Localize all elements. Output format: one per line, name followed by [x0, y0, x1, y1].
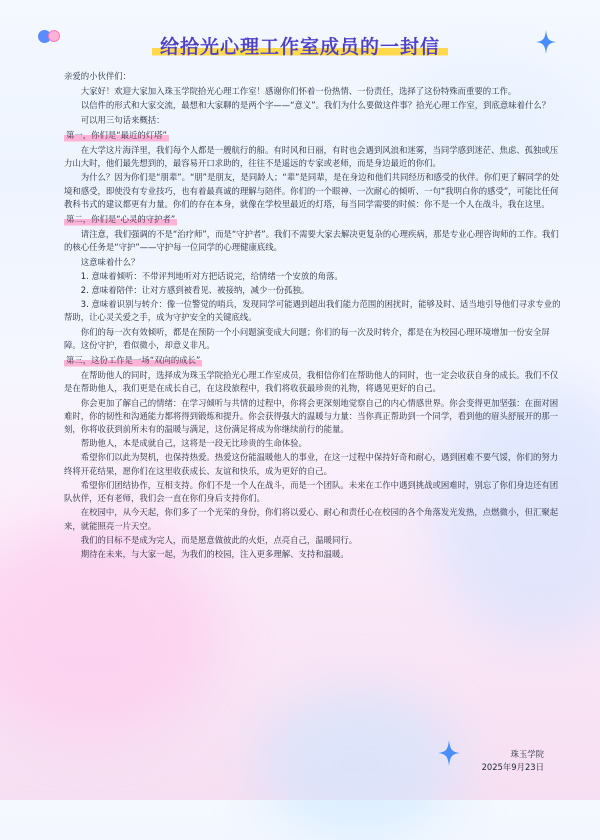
intro-paragraph: 大家好！欢迎大家加入珠玉学院拾光心理工作室！感谢你们怀着一份热情、一份责任，选择了这份特殊而重要的工作。 [80, 86, 517, 97]
section-heading-2: 第二，你们是“心灵的守护者” [64, 213, 177, 226]
section2-paragraph: 请注意，我们强调的不是“治疗师”，而是“守护者”。我们不需要大家去解决更复杂的心理疾病，那是专业心理咨询师的工作。我们的核心任务是“守护”——守护每一位同学的心理健康底线。 [64, 229, 559, 253]
background-blob [260, 690, 460, 840]
letter-body [64, 70, 564, 562]
section3-paragraph: 希望你们团结协作，互相支持。你们不是一个人在战斗，而是一个团队。未来在工作中遇到挑战或困难时，别忘了你们身边还有团队伙伴，还有老师，我们会一直在你们身后支持你们。 [64, 479, 559, 504]
section1-paragraph: 在大学这片海洋里，我们每个人都是一艘航行的船。有时风和日丽，有时也会遇到风浪和迷雾，当同学感到迷茫、焦虑、孤独或压力山大时，他们最先想到的，最容易开口求助的，往往不是遥远的专家或老师，而是身边最近的你们。 [64, 145, 559, 169]
sparkle-icon [438, 740, 460, 766]
section-heading-3: 第三，这份工作是一场“双向的成长” [64, 354, 202, 367]
section2-paragraph: 你们的每一次有效倾听，都是在预防一个小问题演变成大问题；你们的每一次及时转介，都是在为校园心理环境增加一份安全屏障。这份守护，看似微小，却意义非凡。 [64, 326, 550, 350]
section2-list-item: 3. 意味着识别与转介：像一位警觉的哨兵，发现同学可能遇到超出我们能力范围的困扰时，能够及时、适当地引导他们寻求专业的帮助，让心灵关爱之手，成为守护安全的关键底线。 [64, 299, 561, 323]
section3-paragraph: 你会更加了解自己的情绪：在学习倾听与共情的过程中，你将会更深刻地觉察自己的内心情感世界。你会变得更加坚强：在面对困难时，你的韧性和沟通能力都将得到锻炼和提升。你会获得强大的温暖与力量：当你真正帮助到一个同学，看到他的眉头舒展开的那一刻，你将收获到前所未有的温暖与满足，这份满足将成为你继续前行的能量。 [64, 397, 559, 435]
section3-paragraph: 我们的目标不是成为完人，而是愿意做彼此的火炬，点亮自己，温暖同行。 [80, 534, 358, 545]
section3-paragraph: 希望你们以此为契机，也保持热爱。热爱这份能温暖他人的事业，在这一过程中保持好奇和耐心，遇到困难不要气馁，你们的努力终将开花结果，愿你们在这里收获成长、友谊和快乐，成为更好的自己。 [64, 452, 559, 476]
intro-paragraph: 以信件的形式和大家交流，最想和大家聊的是两个字——“意义”。我们为什么要做这件事？拾光心理工作室，到底意味着什么？ [80, 100, 551, 111]
signature-org: 珠玉学院 [510, 749, 544, 759]
section2-list-item: 1. 意味着倾听：不带评判地听对方把话说完，给情绪一个安放的角落。 [80, 270, 343, 281]
section3-paragraph: 帮助他人，本是成就自己，这将是一段无比珍贵的生命体验。 [80, 438, 307, 449]
section3-paragraph: 在校园中，从今天起，你们多了一个光荣的身份，你们将以爱心、耐心和责任心在校园的各个角落发光发热，点燃微小，但汇聚起来，就能照亮一片天空。 [64, 507, 559, 531]
signature [482, 748, 544, 774]
signature-date: 2025年9月23日 [481, 762, 544, 772]
section2-paragraph: 这意味着什么？ [80, 256, 140, 267]
salutation: 亲爱的小伙伴们： [64, 71, 131, 81]
section1-paragraph: 为什么？因为你们是“朋辈”。“朋”是朋友，是同龄人；“辈”是同辈，是在身边和他们共同经历和感受的伙伴。你们更了解同学的处境和感受，即使没有专业技巧，也有着最真诚的理解与陪伴。你们的一个眼神、一次耐心的倾听、一句“我明白你的感受”，可能比任何教科书式的建议都更有力量。你们的存在本身，就像在学校里最近的灯塔，每当同学需要的时候：你不是一个人在战斗，我在这里。 [64, 172, 560, 209]
section3-paragraph: 期待在未来，与大家一起，为我们的校园，注入更多理解、支持和温暖。 [80, 548, 349, 559]
section3-paragraph: 在帮助他人的同时，选择成为珠玉学院拾光心理工作室成员，我相信你们在帮助他人的同时，也一定会收获自身的成长。我们不仅是在帮助他人，我们更是在成长自己，在这段旅程中，我们将收获最珍贵的礼物，将遇见更好的自己。 [64, 370, 559, 394]
intro-paragraph: 可以用三句话来概括： [80, 114, 165, 125]
page-title-text: 给拾光心理工作室成员的一封信 [152, 36, 448, 58]
section2-list-item: 2. 意味着陪伴：让对方感到被看见、被接纳，减少一份孤独。 [80, 285, 310, 296]
section-heading-1: 第一，你们是“最近的灯塔” [64, 129, 169, 142]
page-title [0, 32, 600, 59]
